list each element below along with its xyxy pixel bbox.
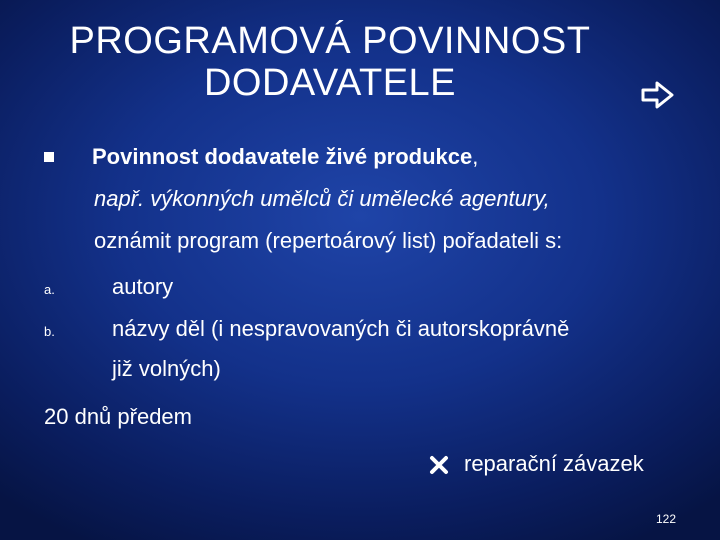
item-text-a: autory <box>112 274 174 299</box>
deadline-text: 20 dnů předem <box>44 404 192 429</box>
item-marker-b: b. <box>44 324 55 339</box>
item-text-b-line2: již volných) <box>112 356 221 381</box>
bullet-lead-line <box>92 144 478 170</box>
page-number: 122 <box>656 512 677 526</box>
bullet-line2: např. výkonných umělců či umělecké agentury, <box>94 186 550 211</box>
bullet-lead: Povinnost dodavatele živé produkce <box>92 144 473 169</box>
slide-title-line2: DODAVATELE <box>203 62 457 104</box>
square-bullet-icon <box>44 152 54 162</box>
slide-title-line1: PROGRAMOVÁ POVINNOST <box>69 20 591 62</box>
item-marker-a: a. <box>44 282 55 297</box>
right-arrow-icon[interactable] <box>640 80 676 110</box>
consequence-text: reparační závazek <box>464 451 644 476</box>
item-text-b: názvy děl (i nespravovaných či autorskoprávně <box>112 316 570 341</box>
bullet-lead-comma: , <box>472 144 479 169</box>
slide-title <box>60 20 600 104</box>
bullet-line3: oznámit program (repertoárový list) pořadateli s: <box>94 228 563 253</box>
x-mark-icon <box>428 454 450 476</box>
